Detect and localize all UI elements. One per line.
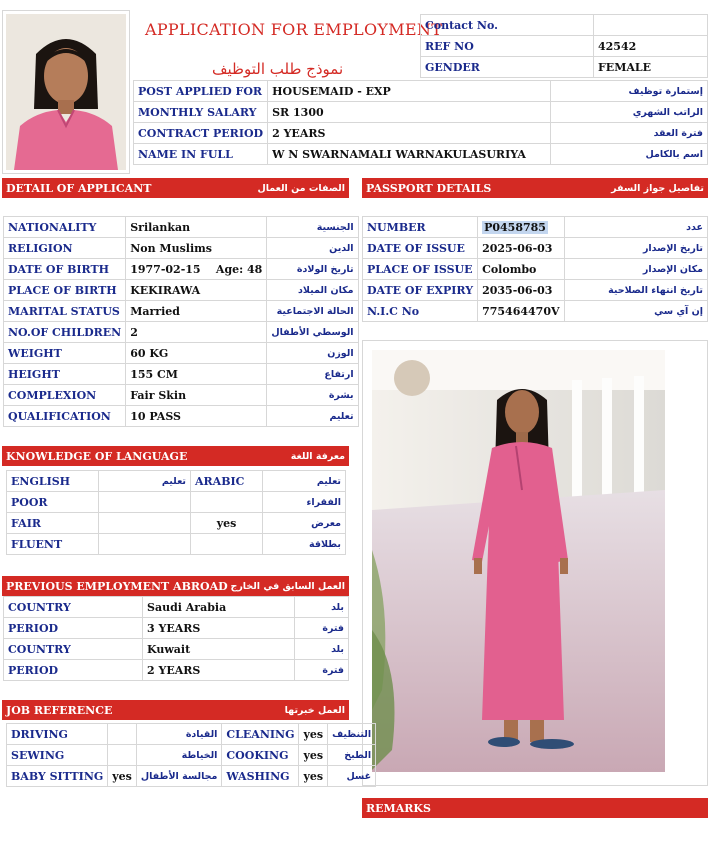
ref-label: REF NO: [421, 36, 594, 57]
table-row: HEIGHT 155 CM ارتفاع: [4, 364, 359, 385]
reference-table: [420, 14, 708, 78]
post-row: POST APPLIED FOR HOUSEMAID - EXP إستمارة توظيف: [134, 81, 708, 102]
table-row: DATE OF ISSUE 2025-06-03 تاريخ الإصدار: [363, 238, 708, 259]
previous-employment-header: PREVIOUS EMPLOYMENT ABROAD العمل السابق في الخارج: [2, 576, 349, 596]
table-row: POOR الفقراء: [7, 492, 346, 513]
gender-value: FEMALE: [594, 57, 708, 78]
table-row: WEIGHT 60 KG الوزن: [4, 343, 359, 364]
gender-label: GENDER: [421, 57, 594, 78]
table-row: PERIOD 3 YEARS فترة: [4, 618, 349, 639]
table-row: BABY SITTING yes مجالسة الأطفال WASHING yes غسل: [7, 766, 376, 787]
post-row: MONTHLY SALARY SR 1300 الراتب الشهري: [134, 102, 708, 123]
table-row: PLACE OF ISSUE Colombo مكان الإصدار: [363, 259, 708, 280]
age-value: Age: 48: [215, 262, 263, 276]
contact-label: Contact No.: [421, 15, 594, 36]
table-row: NATIONALITY Srilankan الجنسية: [4, 217, 359, 238]
table-row: COUNTRY Saudi Arabia بلد: [4, 597, 349, 618]
contact-value: [594, 15, 708, 36]
table-row: PERIOD 2 YEARS فترة: [4, 660, 349, 681]
remarks-header: REMARKS: [362, 798, 708, 818]
passport-table: [362, 216, 708, 322]
passport-header: PASSPORT DETAILS تفاصيل جواز السفر: [362, 178, 708, 198]
language-header: KNOWLEDGE OF LANGUAGE معرفة اللغة: [2, 446, 349, 466]
table-row: FAIR yes معرض: [7, 513, 346, 534]
table-row: MARITAL STATUS Married الحالة الاجتماعية: [4, 301, 359, 322]
job-reference-table: [6, 723, 376, 787]
table-row: ENGLISH تعليم ARABIC تعليم: [7, 471, 346, 492]
table-row: SEWING الخياطة COOKING yes الطبخ: [7, 745, 376, 766]
table-row: NUMBER P0458785 عدد: [363, 217, 708, 238]
form-title-arabic: نموذج طلب التوظيف: [212, 60, 344, 78]
job-reference-header: JOB REFERENCE العمل خبرتها: [2, 700, 349, 720]
table-row: COUNTRY Kuwait بلد: [4, 639, 349, 660]
previous-employment-table: [3, 596, 349, 681]
table-row: PLACE OF BIRTH KEKIRAWA مكان الميلاد: [4, 280, 359, 301]
table-row: RELIGION Non Muslims الدين: [4, 238, 359, 259]
table-row: DATE OF BIRTH 1977-02-15 Age: 48 تاريخ الولادة: [4, 259, 359, 280]
applicant-header: DETAIL OF APPLICANT الصفات من العمال: [2, 178, 349, 198]
table-row: N.I.C No 775464470V إن آي سي: [363, 301, 708, 322]
form-title: APPLICATION FOR EMPLOYMENT: [145, 20, 443, 39]
post-table: [133, 80, 708, 165]
table-row: NO.OF CHILDREN 2 الوسطي الأطفال: [4, 322, 359, 343]
ref-value: 42542: [594, 36, 708, 57]
passport-photo: [6, 14, 126, 170]
post-row: NAME IN FULL W N SWARNAMALI WARNAKULASURIYA اسم بالكامل: [134, 144, 708, 165]
full-body-photo: [372, 350, 665, 772]
table-row: COMPLEXION Fair Skin بشرة: [4, 385, 359, 406]
table-row: FLUENT بطلاقة: [7, 534, 346, 555]
applicant-table: [3, 216, 359, 427]
table-row: DRIVING القيادة CLEANING yes التنظيف: [7, 724, 376, 745]
table-row: DATE OF EXPIRY 2035-06-03 تاريخ انتهاء الصلاحية: [363, 280, 708, 301]
passport-number-value: P0458785: [484, 220, 546, 234]
language-table: [6, 470, 346, 555]
table-row: QUALIFICATION 10 PASS تعليم: [4, 406, 359, 427]
post-row: CONTRACT PERIOD 2 YEARS فترة العقد: [134, 123, 708, 144]
